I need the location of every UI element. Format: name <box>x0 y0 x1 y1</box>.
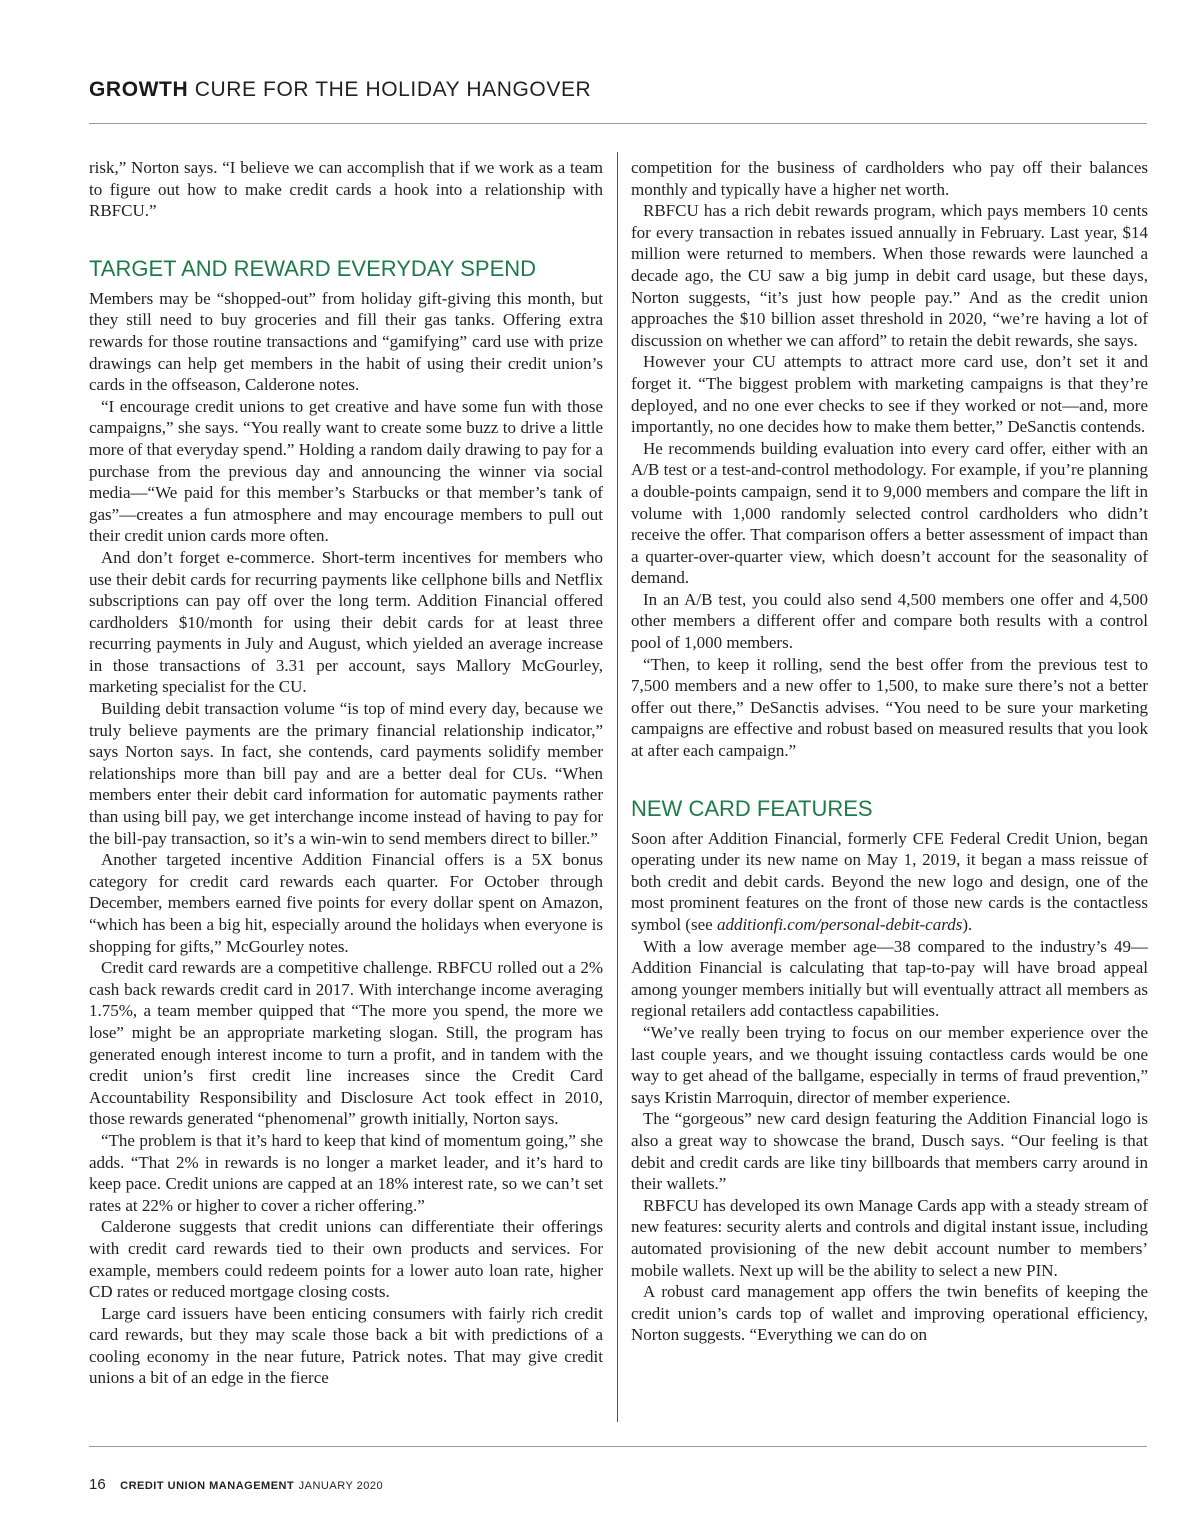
paragraph: Credit card rewards are a competitive challenge. RBFCU rolled out a 2% cash back rewards credit card in 2017. With interchange income averaging 1.75%, a team member quipped that “The more you spend, the more we lose” might be an appropriate marketing slogan. Still, the program has generated enough interest income to turn a profit, and in tandem with the credit union’s first credit line increases since the Credit Card Accountability Responsibility and Disclosure Act took effect in 2010, those rewards generated “phenomenal” growth initially, Norton says. <box>89 958 603 1129</box>
paragraph: However your CU attempts to attract more card use, don’t set it and forget it. “The biggest problem with marketing campaigns is that they’re deployed, and no one ever checks to see if they worked or not—and, more importantly, no one decides how to make them better,” DeSanctis contends. <box>631 352 1148 437</box>
magazine-name: CREDIT UNION MANAGEMENT <box>120 1480 295 1492</box>
paragraph <box>631 828 1148 936</box>
paragraph: risk,” Norton says. “I believe we can accomplish that if we work as a team to figure out how to make credit cards a hook into a relationship with RBFCU.” <box>89 158 603 221</box>
paragraph-text: Soon after Addition Financial, formerly CFE Federal Credit Union, began operating under its new name on May 1, 2019, it began a mass reissue of both credit and debit cards. Beyond the new logo and design, one of the most prominent features on the front of those new cards is the contactless symbol (see <box>631 828 1148 934</box>
paragraph: “I encourage credit unions to get creative and have some fun with those campaigns,” she says. “You really want to create some buzz to drive a little more of that everyday spend.” Holding a random daily drawing to pay for a purchase from the previous day and announcing the winner via social media—“We paid for this member’s Starbucks or that member’s tank of gas”—creates a fun atmosphere and may encourage members to pull out their credit union cards more often. <box>89 396 603 546</box>
paragraph: The “gorgeous” new card design featuring the Addition Financial logo is also a great way to showcase the brand, Dusch says. “Our feeling is that debit and credit cards are like tiny billboards that members carry around in their wallets.” <box>631 1109 1148 1194</box>
page-footer <box>89 1476 383 1494</box>
left-column <box>89 157 603 1389</box>
paragraph: In an A/B test, you could also send 4,500 members one offer and 4,500 other members a different offer and compare both results with a control pool of 1,000 members. <box>631 589 1148 653</box>
paragraph: “The problem is that it’s hard to keep that kind of momentum going,” she adds. “That 2% in rewards is no longer a market leader, and it’s hard to keep pace. Credit unions are capped at an 18% interest rate, so we can’t set rates at 22% or higher to cover a richer offering.” <box>89 1130 603 1215</box>
issue-date: JANUARY 2020 <box>298 1480 384 1492</box>
paragraph: RBFCU has developed its own Manage Cards app with a steady stream of new features: security alerts and controls and digital instant issue, including automated provisioning of the new debit account number to members’ mobile wallets. Next up will be the ability to select a new PIN. <box>631 1195 1148 1280</box>
paragraph: He recommends building evaluation into every card offer, either with an A/B test or a test-and-control methodology. For example, if you’re planning a double-points campaign, send it to 9,000 members and compare the lift in volume with 1,000 randomly selected control cardholders who didn’t receive the offer. That comparison offers a better assessment of impact than a quarter-over-quarter view, which doesn’t account for the seasonality of demand. <box>631 438 1148 588</box>
paragraph: And don’t forget e-commerce. Short-term incentives for members who use their debit cards for recurring payments like cellphone bills and Netflix subscriptions can pay off over the long term. Addition Financial offered cardholders $10/month for using their debit cards for at least three recurring payments in July and August, which yielded an average increase in those transactions of 3.31 per account, says Mallory McGourley, marketing specialist for the CU. <box>89 547 603 697</box>
section-heading: NEW CARD FEATURES <box>631 795 873 821</box>
paragraph: competition for the business of cardholders who pay off their balances monthly and typically have a higher net worth. <box>631 158 1148 199</box>
footer-rule <box>89 1446 1147 1447</box>
paragraph: “Then, to keep it rolling, send the best offer from the previous test to 7,500 members and a new offer to 1,500, to make sure there’s not a better offer out there,” DeSanctis advises. “You need to be sure your marketing campaigns are effective and robust based on measured results that you look at after each campaign.” <box>631 654 1148 761</box>
paragraph: RBFCU has a rich debit rewards program, which pays members 10 cents for every transaction in rebates issued annually in February. Last year, $14 million were returned to members. When those rewards were launched a decade ago, the CU saw a big jump in debit card usage, but these days, Norton suggests, “it’s just how people pay.” And as the credit union approaches the $10 billion asset threshold in 2020, “we’re having a lot of discussion on whether we can afford” to retain the debit rewards, she says. <box>631 201 1148 350</box>
right-column <box>631 157 1148 1346</box>
header-rule <box>89 123 1147 124</box>
web-link[interactable]: additionfi.com/personal-debit-cards <box>716 915 963 934</box>
running-header <box>89 78 591 102</box>
paragraph-text: ). <box>962 915 973 934</box>
paragraph: A robust card management app offers the twin benefits of keeping the credit union’s cards top of wallet and improving operational efficiency, Norton suggests. “Everything we can do on <box>631 1282 1148 1345</box>
paragraph: Large card issuers have been enticing consumers with fairly rich credit card rewards, but they may scale those back a bit with predictions of a cooling economy in the near future, Patrick notes. That may give credit unions a bit of an edge in the fierce <box>89 1303 603 1388</box>
paragraph: Another targeted incentive Addition Financial offers is a 5X bonus category for credit card rewards each quarter. For October through December, members earned five points for every dollar spent on Amazon, “which has been a big hit, especially around the holidays when everyone is shopping for gifts,” McGourley notes. <box>89 850 603 956</box>
paragraph: Members may be “shopped-out” from holiday gift-giving this month, but they still need to buy groceries and fill their gas tanks. Offering extra rewards for those routine transactions and “gamifying” card use with prize drawings can help get members in the habit of using their credit union’s cards in the offseason, Calderone notes. <box>89 288 603 395</box>
section-label: GROWTH <box>89 78 189 101</box>
page-number: 16 <box>89 1476 106 1493</box>
paragraph: With a low average member age—38 compared to the industry’s 49—Addition Financial is calculating that tap-to-pay will have broad appeal among younger members initially but will eventually attract all members as regional retailers add contactless capabilities. <box>631 936 1148 1021</box>
section-heading: TARGET AND REWARD EVERYDAY SPEND <box>89 255 537 281</box>
paragraph: Calderone suggests that credit unions can differentiate their offerings with credit card rewards tied to their own products and services. For example, members could redeem points for a lower auto loan rate, higher CD rates or reduced mortgage closing costs. <box>89 1217 603 1302</box>
paragraph: “We’ve really been trying to focus on our member experience over the last couple years, and we thought issuing contactless cards would be one way to get ahead of the ballgame, especially in terms of fraud prevention,” says Kristin Marroquin, director of member experience. <box>631 1022 1148 1107</box>
paragraph: Building debit transaction volume “is top of mind every day, because we truly believe payments are the primary financial relationship indicator,” says Norton says. In fact, she contends, card payments solidify member relationships more than bill pay and are a better deal for CUs. “When members enter their debit card information for automatic payments rather than using bill pay, we get interchange income instead of having to pay for the bill-pay transaction, so it’s a win-win to send members direct to biller.” <box>89 699 603 848</box>
column-divider <box>617 152 618 1422</box>
section-title: CURE FOR THE HOLIDAY HANGOVER <box>194 78 592 101</box>
